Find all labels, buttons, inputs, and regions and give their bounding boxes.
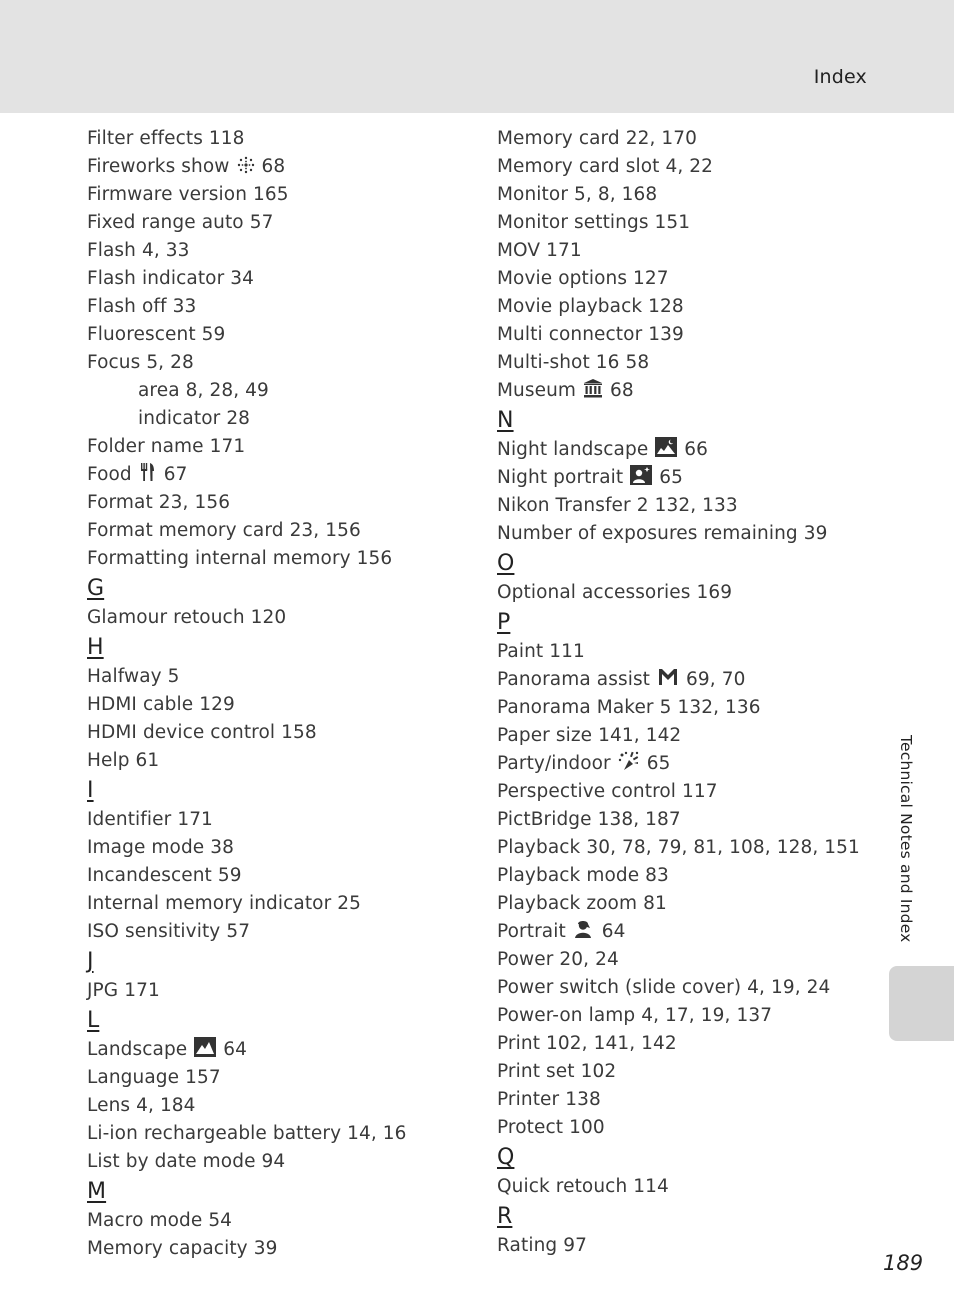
index-entry [497,666,897,694]
index-entry-text: Quick retouch 114 [497,1176,669,1197]
index-entry [497,349,897,377]
index-entry [497,974,897,1002]
index-entry-text: R [497,1204,513,1229]
section-tab-label: Technical Notes and Index [897,735,915,943]
index-entry-text: Help 61 [87,750,160,771]
index-entry-text: Protect 100 [497,1117,605,1138]
index-entry [497,1030,897,1058]
index-entry-text: Perspective control 117 [497,781,718,802]
index-entry [87,293,487,321]
index-entry-text: Monitor 5, 8, 168 [497,184,658,205]
index-entry-text: Firmware version 165 [87,184,289,205]
index-entry [497,377,897,405]
index-entry-text: Power switch (slide cover) 4, 19, 24 [497,977,831,998]
index-entry [87,1148,487,1176]
index-entry [497,125,897,153]
index-entry-text: M [87,1179,107,1204]
index-entry [87,1036,487,1064]
panorama-icon [657,667,679,687]
index-entry [497,890,897,918]
index-entry-text: Folder name 171 [87,436,246,457]
index-entry-text: List by date mode 94 [87,1151,286,1172]
index-entry-text: Number of exposures remaining 39 [497,523,828,544]
index-entry-text: Flash off 33 [87,296,197,317]
index-entry [497,750,897,778]
page-title: Index [813,66,867,88]
index-entry [497,806,897,834]
index-entry-text: Multi-shot 16 58 [497,352,650,373]
index-entry [87,461,487,489]
index-page-refs: 65 [646,753,671,774]
index-entry [87,1120,487,1148]
index-entry-text: Food [87,464,132,485]
index-entry [87,719,487,747]
index-entry-text: Panorama Maker 5 132, 136 [497,697,761,718]
index-entry [497,778,897,806]
index-entry [87,153,487,181]
index-page-refs: 66 [684,439,709,460]
index-entry [497,181,897,209]
index-entry [497,209,897,237]
index-entry-text: L [87,1008,100,1033]
index-entry [87,181,487,209]
index-entry-text: Macro mode 54 [87,1210,233,1231]
index-entry [497,694,897,722]
index-entry-text: HDMI cable 129 [87,694,235,715]
index-letter-heading [497,548,897,579]
index-entry [87,349,487,377]
index-entry [87,1235,487,1263]
index-entry [497,1232,897,1260]
index-entry [87,890,487,918]
index-entry [497,862,897,890]
night-landscape-icon [655,437,677,457]
index-letter-heading [497,607,897,638]
index-subentry [87,377,487,405]
index-entry [87,321,487,349]
index-letter-heading [87,1176,487,1207]
index-entry [497,579,897,607]
index-entry-text: Lens 4, 184 [87,1095,196,1116]
index-entry-text: Language 157 [87,1067,221,1088]
index-entry [87,1092,487,1120]
index-letter-heading [87,632,487,663]
index-entry [87,1207,487,1235]
index-entry-text: Print 102, 141, 142 [497,1033,677,1054]
index-entry-text: Movie playback 128 [497,296,684,317]
index-entry-text: Print set 102 [497,1061,617,1082]
index-entry [497,638,897,666]
index-column-right [497,125,897,1260]
index-entry-text: Optional accessories 169 [497,582,733,603]
index-entry [497,1058,897,1086]
index-entry-text: MOV 171 [497,240,582,261]
index-entry [497,321,897,349]
index-entry [87,237,487,265]
index-entry-text: Multi connector 139 [497,324,684,345]
index-entry-text: Paper size 141, 142 [497,725,682,746]
index-page-refs: 67 [163,464,188,485]
index-entry [87,977,487,1005]
portrait-icon [573,919,595,939]
index-letter-heading [497,1201,897,1232]
index-entry-text: Image mode 38 [87,837,235,858]
index-entry-text: PictBridge 138, 187 [497,809,681,830]
index-entry-text: Identifier 171 [87,809,213,830]
index-entry-text: O [497,551,515,576]
index-page-refs: 65 [659,467,683,488]
index-entry-text: Internal memory indicator 25 [87,893,362,914]
party-icon [618,751,640,771]
index-entry-text: JPG 171 [87,980,160,1001]
museum-icon [583,378,603,398]
index-letter-heading [87,1005,487,1036]
index-entry-text: J [87,949,94,974]
index-entry-text: Memory capacity 39 [87,1238,278,1259]
index-entry [87,834,487,862]
index-entry-text: Playback 30, 78, 79, 81, 108, 128, 151 [497,837,860,858]
index-entry-text: Halfway 5 [87,666,180,687]
index-entry-text: Power-on lamp 4, 17, 19, 137 [497,1005,773,1026]
index-entry [497,237,897,265]
index-entry-text: Movie options 127 [497,268,669,289]
index-entry-text: Printer 138 [497,1089,601,1110]
index-entry-text: P [497,610,511,635]
index-entry [87,517,487,545]
food-icon [139,462,157,482]
index-entry-text: Fireworks show [87,156,230,177]
index-entry-text: Focus 5, 28 [87,352,194,373]
index-entry-text: Incandescent 59 [87,865,242,886]
index-entry-text: ISO sensitivity 57 [87,921,251,942]
landscape-icon [194,1037,216,1057]
index-entry [87,862,487,890]
index-entry-text: Li-ion rechargeable battery 14, 16 [87,1123,407,1144]
index-entry [497,293,897,321]
night-portrait-icon [630,465,652,485]
header-band [0,0,954,113]
page-number: 189 [883,1251,924,1275]
index-entry-text: Power 20, 24 [497,949,619,970]
index-entry-text: Portrait [497,921,566,942]
index-entry-text: Night portrait [497,467,624,488]
index-entry [497,918,897,946]
index-entry-text: Landscape [87,1039,188,1060]
index-subentry [87,405,487,433]
index-entry [87,433,487,461]
index-entry [497,1114,897,1142]
index-page-refs: 69, 70 [686,669,746,690]
index-entry-text: Panorama assist [497,669,651,690]
index-letter-heading [87,946,487,977]
index-entry [497,946,897,974]
index-entry [87,604,487,632]
index-entry [87,209,487,237]
index-entry-text: Flash 4, 33 [87,240,190,261]
index-entry-text: Rating 97 [497,1235,587,1256]
index-entry-text: Filter effects 118 [87,128,245,149]
section-tab [889,966,954,1041]
index-entry [87,545,487,573]
index-entry [497,722,897,750]
index-entry [497,1002,897,1030]
index-letter-heading [87,573,487,604]
index-letter-heading [87,775,487,806]
index-entry-text: Nikon Transfer 2 132, 133 [497,495,738,516]
index-entry-text: Monitor settings 151 [497,212,691,233]
fireworks-icon [237,156,255,174]
index-entry [497,520,897,548]
index-page-refs: 64 [601,921,626,942]
index-entry [87,806,487,834]
index-entry-text: Format memory card 23, 156 [87,520,361,541]
index-entry-text: Formatting internal memory 156 [87,548,393,569]
index-entry-text: G [87,576,105,601]
index-entry [497,265,897,293]
index-entry-text: I [87,778,94,803]
index-entry-text: indicator 28 [138,408,251,429]
index-entry [497,436,897,464]
index-entry [497,834,897,862]
index-entry [497,464,897,492]
index-entry-text: Glamour retouch 120 [87,607,287,628]
index-entry-text: Q [497,1145,515,1170]
index-page-refs: 68 [261,156,286,177]
index-letter-heading [497,1142,897,1173]
index-entry-text: Party/indoor [497,753,611,774]
index-entry-text: Playback zoom 81 [497,893,667,914]
index-entry-text: Museum [497,380,577,401]
index-entry-text: Playback mode 83 [497,865,669,886]
index-entry [87,918,487,946]
index-column-left [87,125,487,1263]
index-entry [87,1064,487,1092]
index-entry [87,125,487,153]
index-entry [87,691,487,719]
index-entry [497,492,897,520]
index-entry-text: Memory card 22, 170 [497,128,698,149]
index-entry [497,1173,897,1201]
index-entry-text: Night landscape [497,439,649,460]
index-entry [87,747,487,775]
index-entry-text: N [497,408,514,433]
index-entry-text: H [87,635,104,660]
index-entry [87,489,487,517]
index-entry-text: HDMI device control 158 [87,722,317,743]
index-entry [497,1086,897,1114]
index-page-refs: 68 [610,380,634,401]
index-entry-text: Format 23, 156 [87,492,231,513]
index-entry-text: Fixed range auto 57 [87,212,274,233]
index-entry [87,663,487,691]
index-page-refs: 64 [223,1039,248,1060]
index-entry [87,265,487,293]
index-entry-text: area 8, 28, 49 [138,380,269,401]
index-letter-heading [497,405,897,436]
index-entry-text: Fluorescent 59 [87,324,226,345]
index-entry [497,153,897,181]
index-entry-text: Flash indicator 34 [87,268,255,289]
index-entry-text: Memory card slot 4, 22 [497,156,714,177]
index-entry-text: Paint 111 [497,641,585,662]
